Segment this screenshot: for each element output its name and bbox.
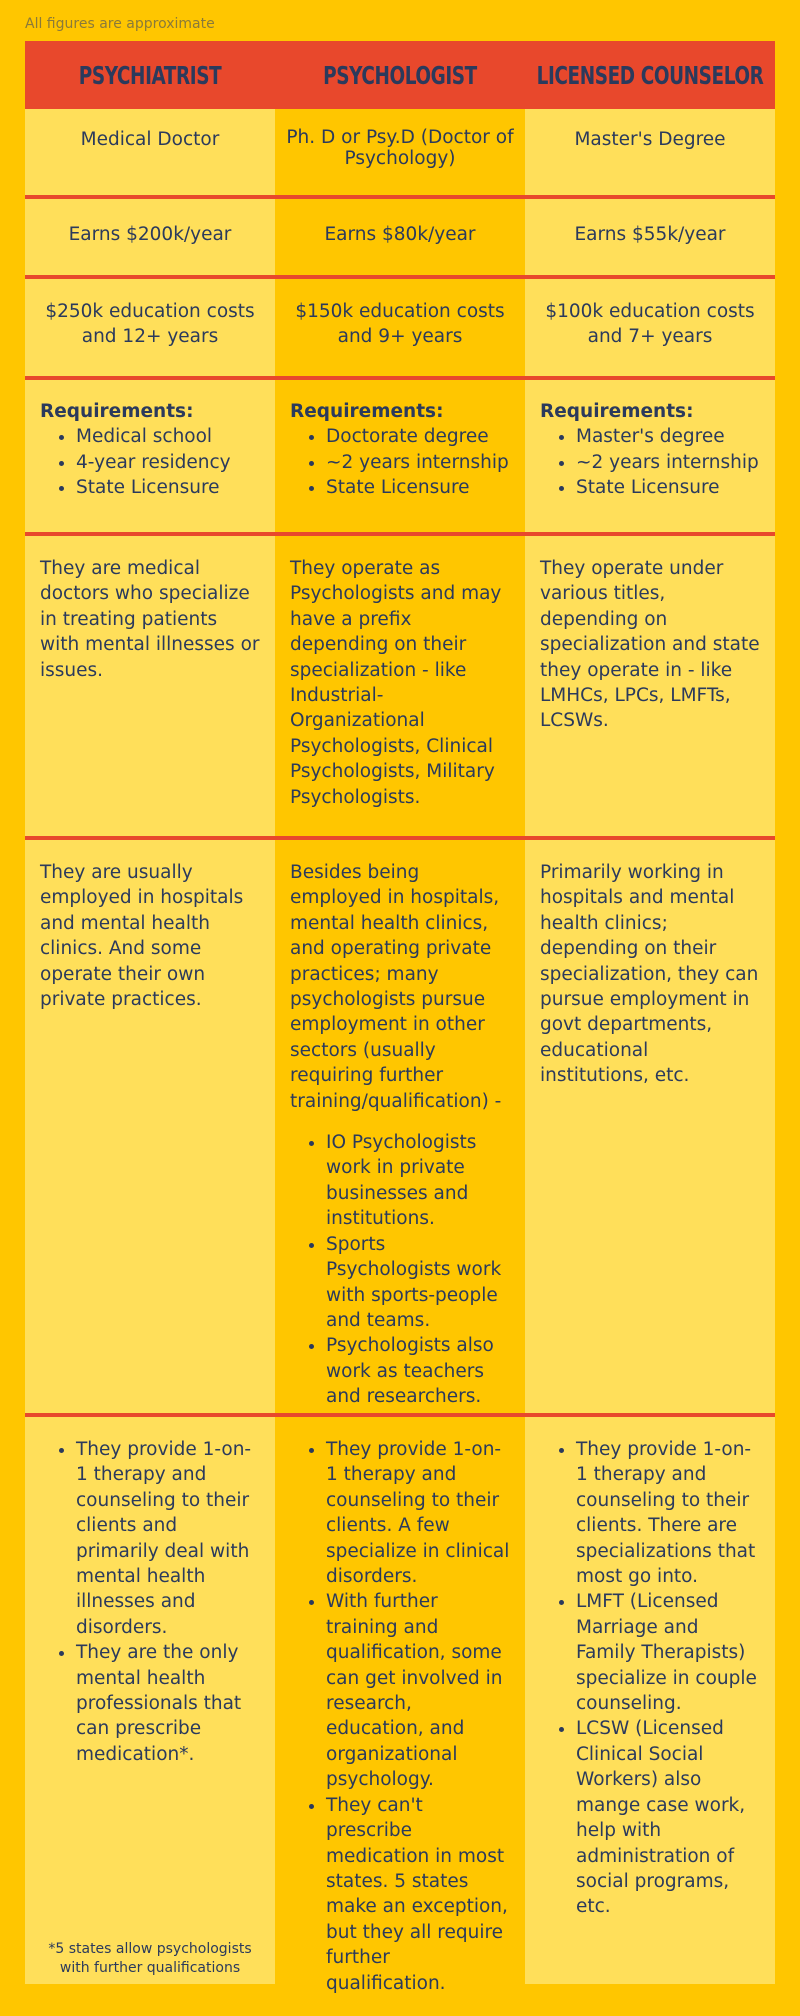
- header-psychiatrist: PSYCHIATRIST: [78, 60, 222, 90]
- earnings-cell: Earns $80k/year: [275, 199, 525, 275]
- requirements-cell: [525, 380, 775, 532]
- education-cell: $150k education costs and 9+ years: [275, 279, 525, 376]
- list-item: • Doctorate degree: [326, 424, 510, 449]
- practice-cell: [25, 1417, 275, 1984]
- degree-row: [25, 109, 775, 195]
- list-item: • Psychologists also work as teachers and researchers.: [326, 1333, 510, 1409]
- list-item: • ~2 years internship: [326, 450, 510, 475]
- education-cell: $100k education costs and 7+ years: [525, 279, 775, 376]
- list-item: • State Licensure: [576, 475, 760, 500]
- practice-list: [290, 1437, 510, 1996]
- description-cell: They operate as Psychologists and may have a prefix depending on their specialization - like Industrial-Organizational Psychologists, Clinical Psychologists, Military Psychologists.: [275, 536, 525, 836]
- employment-cell: They are usually employed in hospitals and mental health clinics. And some operate their own private practices.: [25, 840, 275, 1413]
- list-item: • They provide 1-on-1 therapy and counseling to their clients. There are specializations that most go into.: [576, 1437, 760, 1589]
- employment-cell: Primarily working in hospitals and mental health clinics; depending on their specialization, they can pursue employment in govt departments, educational institutions, etc.: [525, 840, 775, 1413]
- requirements-cell: [275, 380, 525, 532]
- list-item: • They can't prescribe medication in most states. 5 states make an exception, but they all require further qualification.: [326, 1793, 510, 1996]
- comparison-table: [25, 41, 775, 1994]
- list-item: • They are the only mental health professionals that can prescribe medication*.: [76, 1640, 260, 1767]
- description-cell: They are medical doctors who specialize in treating patients with mental illnesses or issues.: [25, 536, 275, 836]
- list-item: • They provide 1-on-1 therapy and counseling to their clients and primarily deal with mental health illnesses and disorders.: [76, 1437, 260, 1640]
- practice-list: [540, 1437, 760, 1920]
- list-item: • IO Psychologists work in private businesses and institutions.: [326, 1130, 510, 1232]
- degree-cell: Master's Degree: [525, 109, 775, 195]
- requirements-row: [25, 380, 775, 532]
- approximate-note: All figures are approximate: [25, 16, 215, 32]
- requirements-title: Requirements:: [290, 401, 444, 422]
- header-row: [25, 41, 775, 109]
- earnings-cell: Earns $200k/year: [25, 199, 275, 275]
- education-cell: $250k education costs and 12+ years: [25, 279, 275, 376]
- list-item: • State Licensure: [76, 475, 260, 500]
- footnote: *5 states allow psychologists with further qualifications: [48, 1941, 252, 1976]
- requirements-title: Requirements:: [40, 401, 194, 422]
- education-row: [25, 279, 775, 376]
- header-psychologist: PSYCHOLOGIST: [323, 60, 477, 90]
- list-item: • 4-year residency: [76, 450, 260, 475]
- requirements-list: [540, 424, 760, 500]
- employment-list: [290, 1130, 510, 1409]
- list-item: • LMFT (Licensed Marriage and Family Therapists) specialize in couple counseling.: [576, 1589, 760, 1716]
- earnings-row: [25, 199, 775, 275]
- practice-cell: [275, 1417, 525, 1994]
- description-cell: They operate under various titles, depending on specialization and state they operate in - like LMHCs, LPCs, LMFTs, LCSWs.: [525, 536, 775, 836]
- requirements-list: [40, 424, 260, 500]
- list-item: • State Licensure: [326, 475, 510, 500]
- list-item: • LCSW (Licensed Clinical Social Workers) also mange case work, help with administration of social programs, etc.: [576, 1716, 760, 1919]
- requirements-list: [290, 424, 510, 500]
- requirements-cell: [25, 380, 275, 532]
- list-item: • They provide 1-on-1 therapy and counseling to their clients. A few specialize in clinical disorders.: [326, 1437, 510, 1589]
- description-row: [25, 536, 775, 836]
- employment-row: [25, 840, 775, 1413]
- employment-cell: [275, 840, 525, 1413]
- practice-row: [25, 1417, 775, 1994]
- practice-cell: [525, 1417, 775, 1984]
- header-licensed-counselor: LICENSED COUNSELOR: [536, 60, 764, 90]
- employment-text: Besides being employed in hospitals, mental health clinics, and operating private practices; many psychologists pursue employment in other sectors (usually requiring further training/qualification) -: [290, 862, 502, 1112]
- degree-cell: Ph. D or Psy.D (Doctor of Psychology): [275, 109, 525, 195]
- list-item: • Sports Psychologists work with sports-people and teams.: [326, 1232, 510, 1334]
- list-item: • Medical school: [76, 424, 260, 449]
- degree-cell: Medical Doctor: [25, 109, 275, 195]
- list-item: • With further training and qualification, some can get involved in research, education, and organizational psychology.: [326, 1589, 510, 1792]
- practice-list: [40, 1437, 260, 1767]
- list-item: • Master's degree: [576, 424, 760, 449]
- list-item: • ~2 years internship: [576, 450, 760, 475]
- requirements-title: Requirements:: [540, 401, 694, 422]
- earnings-cell: Earns $55k/year: [525, 199, 775, 275]
